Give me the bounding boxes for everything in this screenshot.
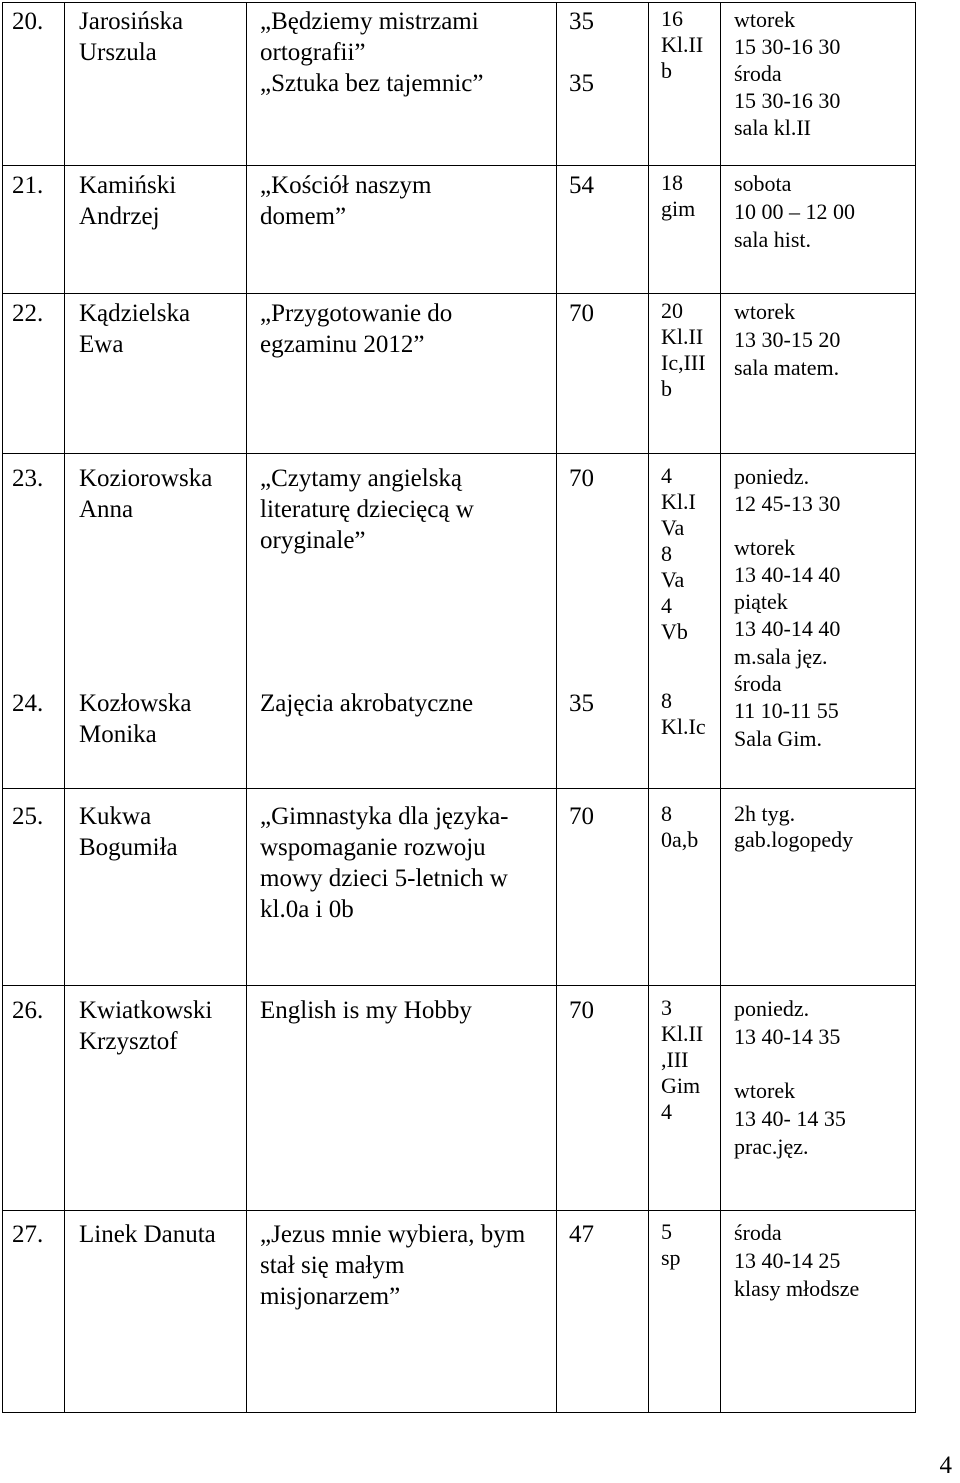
schedule-cell: 2h tyg. gab.logopedy: [734, 801, 854, 852]
row-number: 27.: [12, 1221, 44, 1248]
hours: 35: [569, 690, 594, 717]
teacher-name: Koziorowska Anna: [79, 465, 213, 523]
participants: 5 sp: [661, 1219, 681, 1270]
hours: 70: [569, 300, 594, 327]
teacher-name: Jarosińska Urszula: [79, 8, 184, 66]
participants: 4 Kl.I Va 8 Va 4 Vb: [661, 463, 696, 644]
row-number: 24.: [12, 690, 44, 717]
hours: 54: [569, 172, 594, 199]
hours: 35 35: [569, 8, 594, 97]
row-number: 25.: [12, 803, 44, 830]
participants: 8 Kl.Ic: [661, 688, 706, 739]
schedule-cell: środa 13 40-14 25 klasy młodsze: [734, 1220, 860, 1301]
row-divider: [2, 1210, 916, 1211]
teacher-name: Kozłowska Monika: [79, 690, 192, 748]
schedule-cell: sobota 10 00 – 12 00 sala hist.: [734, 171, 855, 252]
participants: 20 Kl.II Ic,III b: [661, 298, 706, 401]
row-divider: [2, 453, 916, 454]
row-divider: [2, 165, 916, 166]
row-divider: [2, 985, 916, 986]
activity-topic: English is my Hobby: [260, 997, 472, 1024]
schedule-cell: wtorek 15 30-16 30 środa 15 30-16 30 sala kl.II: [734, 7, 841, 140]
column-divider: [720, 2, 721, 1413]
hours: 70: [569, 465, 594, 492]
row-divider: [2, 788, 916, 789]
row-number: 22.: [12, 300, 44, 327]
column-divider: [64, 2, 65, 1413]
page-number: 4: [939, 1452, 952, 1479]
row-divider: [2, 293, 916, 294]
activity-topic: „Będziemy mistrzami ortografii” „Sztuka bez tajemnic”: [260, 8, 484, 97]
activity-topic: „Czytamy angielską literaturę dziecięcą w oryginale”: [260, 465, 474, 554]
row-number: 20.: [12, 8, 44, 35]
activity-topic: „Gimnastyka dla języka- wspomaganie rozwoju mowy dzieci 5-letnich w kl.0a i 0b: [260, 803, 509, 923]
participants: 8 0a,b: [661, 801, 699, 852]
row-number: 23.: [12, 465, 44, 492]
row-number: 26.: [12, 997, 44, 1024]
row-number: 21.: [12, 172, 44, 199]
participants: 16 Kl.II b: [661, 6, 704, 83]
schedule-cell: poniedz. 13 40-14 35 wtorek 13 40- 14 35 prac.jęz.: [734, 996, 846, 1159]
hours: 70: [569, 803, 594, 830]
column-divider: [556, 2, 557, 1413]
schedule-cell: wtorek 13 30-15 20 sala matem.: [734, 299, 841, 380]
hours: 47: [569, 1221, 594, 1248]
activity-topic: „Przygotowanie do egzaminu 2012”: [260, 300, 453, 358]
teacher-name: Kamiński Andrzej: [79, 172, 177, 230]
activity-topic: „Jezus mnie wybiera, bym stał się małym misjonarzem”: [260, 1221, 526, 1310]
column-divider: [246, 2, 247, 1413]
hours: 70: [569, 997, 594, 1024]
participants: 3 Kl.II ,III Gim 4: [661, 995, 704, 1124]
teacher-name: Linek Danuta: [79, 1221, 216, 1248]
teacher-name: Kukwa Bogumiła: [79, 803, 178, 861]
participants: 18 gim: [661, 170, 696, 221]
schedule-cell: poniedz. 12 45-13 30 wtorek 13 40-14 40 piątek 13 40-14 40 m.sala jęz. środa 11 10-11 55 Sala Gim.: [734, 464, 841, 751]
teacher-name: Kwiatkowski Krzysztof: [79, 997, 213, 1055]
activity-topic: „Kościół naszym domem”: [260, 172, 432, 230]
activity-topic: Zajęcia akrobatyczne: [260, 690, 474, 717]
teacher-name: Kądzielska Ewa: [79, 300, 191, 358]
column-divider: [648, 2, 649, 1413]
